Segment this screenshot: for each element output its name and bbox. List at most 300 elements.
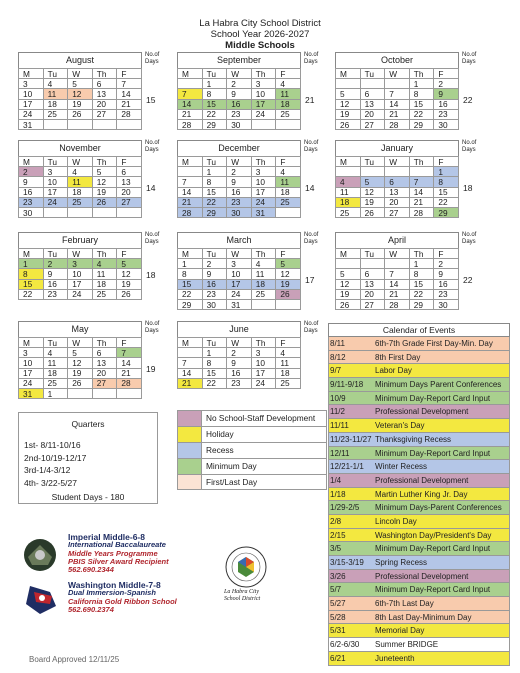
day-cell: 16 — [227, 368, 252, 378]
day-cell: 4 — [276, 79, 301, 89]
event-date: 5/27 — [330, 599, 346, 609]
weekday-header: Tu — [43, 157, 68, 167]
weekday-header: M — [19, 249, 44, 259]
month-name: November — [59, 143, 101, 153]
day-cell: 26 — [336, 119, 361, 129]
weekday-header: W — [68, 157, 93, 167]
day-cell: 5 — [336, 269, 361, 279]
day-cell: 4 — [276, 167, 301, 177]
event-row — [328, 515, 510, 529]
day-cell: 10 — [68, 269, 93, 279]
weekday-header: Th — [251, 157, 276, 167]
day-cell: 8 — [202, 177, 227, 187]
day-cell — [336, 79, 361, 89]
event-date: 11/2 — [330, 407, 345, 417]
day-cell: 1 — [409, 79, 434, 89]
days-count: 15 — [146, 94, 156, 105]
day-cell: 11 — [276, 89, 301, 99]
day-cell: 8 — [409, 269, 434, 279]
school-phone: 562.690.2374 — [68, 604, 114, 614]
day-cell: 7 — [409, 177, 434, 187]
event-date: 3/15-3/19 — [330, 558, 364, 567]
weekday-header: W — [68, 69, 93, 79]
day-cell: 13 — [117, 177, 142, 187]
district-name: La Habra City School District — [199, 18, 321, 29]
day-cell: 9 — [43, 269, 68, 279]
event-row — [328, 392, 510, 406]
event-date: 2/8 — [330, 516, 342, 526]
day-cell: 23 — [19, 197, 44, 207]
day-cell: 31 — [19, 388, 44, 398]
day-cell: 20 — [385, 197, 410, 207]
event-text: Minimum Days Parent Conferences — [375, 380, 502, 390]
day-cell: 22 — [409, 109, 434, 119]
weekday-header: Tu — [43, 338, 68, 348]
day-cell: 4 — [92, 259, 117, 269]
day-cell: 13 — [360, 279, 385, 289]
day-cell: 30 — [227, 119, 252, 129]
event-row — [328, 542, 510, 556]
day-cell: 9 — [202, 269, 227, 279]
month-february — [18, 232, 168, 300]
day-cell: 23 — [434, 109, 459, 119]
day-cell: 30 — [227, 207, 252, 217]
day-cell: 17 — [19, 368, 44, 378]
day-cell: 14 — [385, 279, 410, 289]
event-row — [328, 364, 510, 378]
day-cell: 25 — [251, 289, 276, 299]
day-cell: 17 — [43, 187, 68, 197]
day-cell: 21 — [178, 197, 203, 207]
event-row — [328, 419, 510, 433]
day-cell — [178, 348, 203, 358]
quarter-2: 2nd-10/19-12/17 — [24, 452, 87, 463]
legend-row — [177, 410, 327, 426]
day-cell — [385, 167, 410, 177]
day-cell: 18 — [276, 99, 301, 109]
day-cell: 8 — [178, 269, 203, 279]
day-cell: 8 — [202, 358, 227, 368]
day-cell: 4 — [251, 259, 276, 269]
day-cell: 22 — [202, 109, 227, 119]
days-header: No.of Days — [145, 232, 160, 245]
day-cell: 28 — [409, 207, 434, 217]
weekday-header: F — [117, 69, 142, 79]
day-cell: 27 — [360, 119, 385, 129]
day-cell: 2 — [434, 259, 459, 269]
day-cell: 20 — [360, 289, 385, 299]
day-cell: 9 — [434, 269, 459, 279]
day-cell — [68, 207, 93, 217]
day-cell: 22 — [434, 197, 459, 207]
event-date: 6/21 — [330, 653, 346, 663]
days-count: 14 — [305, 182, 315, 193]
event-row — [328, 460, 510, 474]
day-cell: 27 — [92, 109, 117, 119]
day-cell: 16 — [19, 187, 44, 197]
event-date: 2/15 — [330, 530, 346, 540]
event-date: 1/4 — [330, 475, 342, 485]
day-cell — [117, 207, 142, 217]
weekday-header: Th — [409, 249, 434, 259]
weekday-header: F — [276, 338, 301, 348]
weekday-header: F — [117, 157, 142, 167]
event-row — [328, 583, 510, 597]
day-cell: 17 — [251, 187, 276, 197]
day-cell — [360, 259, 385, 269]
day-cell: 29 — [409, 299, 434, 309]
day-cell: 25 — [276, 109, 301, 119]
day-cell: 24 — [251, 197, 276, 207]
event-row — [328, 611, 510, 625]
weekday-header: Tu — [202, 157, 227, 167]
event-text: 6th-7th Last Day — [375, 599, 434, 609]
weekday-header: Tu — [360, 69, 385, 79]
day-cell: 2 — [227, 348, 252, 358]
day-cell: 12 — [68, 358, 93, 368]
day-cell: 28 — [117, 378, 142, 388]
days-count: 19 — [146, 363, 156, 374]
day-cell: 12 — [117, 269, 142, 279]
event-row — [328, 597, 510, 611]
weekday-header: M — [19, 69, 44, 79]
days-header: No.of Days — [304, 140, 319, 153]
event-date: 12/11 — [330, 448, 350, 458]
day-cell: 11 — [251, 269, 276, 279]
event-row — [328, 378, 510, 392]
event-text: Winter Recess — [375, 462, 428, 472]
day-cell: 4 — [43, 79, 68, 89]
school-line: Middle Years Programme — [68, 548, 158, 558]
weekday-header: Tu — [360, 249, 385, 259]
day-cell: 8 — [409, 89, 434, 99]
day-cell: 26 — [117, 289, 142, 299]
day-cell: 5 — [68, 348, 93, 358]
day-cell: 6 — [117, 167, 142, 177]
day-cell: 25 — [43, 378, 68, 388]
quarters-title: Quarters — [71, 419, 105, 429]
weekday-header: Tu — [202, 338, 227, 348]
school-name: Washington Middle-7-8 — [68, 580, 161, 590]
day-cell: 16 — [43, 279, 68, 289]
day-cell — [117, 388, 142, 398]
event-text: 8th First Day — [375, 352, 421, 362]
day-cell: 20 — [92, 99, 117, 109]
weekday-header: F — [434, 249, 459, 259]
day-cell: 10 — [19, 89, 44, 99]
day-cell — [360, 167, 385, 177]
weekday-header: Tu — [202, 69, 227, 79]
day-cell: 11 — [92, 269, 117, 279]
washington-logo — [20, 578, 62, 620]
event-row — [328, 488, 510, 502]
day-cell: 15 — [409, 99, 434, 109]
days-header: No.of Days — [462, 140, 477, 153]
day-cell: 24 — [251, 378, 276, 388]
day-cell: 6 — [385, 177, 410, 187]
day-cell: 21 — [385, 289, 410, 299]
day-cell: 3 — [19, 348, 44, 358]
day-cell: 9 — [227, 177, 252, 187]
day-cell: 4 — [276, 348, 301, 358]
student-days: Student Days - 180 — [51, 492, 125, 502]
day-cell: 29 — [202, 119, 227, 129]
day-cell: 12 — [336, 279, 361, 289]
legend-swatch — [178, 411, 201, 426]
weekday-header: Th — [92, 338, 117, 348]
month-january — [335, 140, 485, 218]
day-cell: 25 — [43, 109, 68, 119]
month-april — [335, 232, 485, 310]
weekday-header: M — [19, 157, 44, 167]
day-cell: 5 — [68, 79, 93, 89]
event-text: Memorial Day — [375, 626, 425, 636]
event-date: 1/18 — [330, 489, 346, 499]
legend-row — [177, 442, 327, 458]
month-name: March — [226, 235, 252, 245]
day-cell: 23 — [227, 109, 252, 119]
day-cell: 21 — [117, 368, 142, 378]
month-name: January — [380, 143, 414, 153]
day-cell: 19 — [360, 197, 385, 207]
event-text: Minimum Day-Report Card Input — [375, 585, 491, 595]
month-name: May — [71, 324, 89, 334]
event-text: Veteran's Day — [375, 421, 425, 431]
day-cell: 26 — [68, 109, 93, 119]
month-october — [335, 52, 485, 130]
day-cell: 9 — [434, 89, 459, 99]
event-text: Minimum Day-Report Card Input — [375, 544, 491, 554]
event-text: Minimum Days-Parent Conferences — [375, 503, 502, 513]
days-header: No.of Days — [145, 140, 160, 153]
day-cell: 27 — [360, 299, 385, 309]
weekday-header: W — [385, 249, 410, 259]
weekday-header: W — [385, 157, 410, 167]
quarters-box — [18, 412, 158, 504]
days-header: No.of Days — [304, 232, 319, 245]
day-cell: 8 — [19, 269, 44, 279]
day-cell: 18 — [43, 368, 68, 378]
event-row — [328, 638, 510, 652]
month-march — [177, 232, 327, 310]
day-cell: 18 — [43, 99, 68, 109]
day-cell: 14 — [178, 187, 203, 197]
event-row — [328, 529, 510, 543]
month-name: December — [218, 143, 260, 153]
day-cell: 12 — [360, 187, 385, 197]
event-text: Minimum Day-Report Card Input — [375, 448, 491, 458]
weekday-header: F — [276, 249, 301, 259]
day-cell: 26 — [92, 197, 117, 207]
events-title: Calendar of Events — [328, 323, 510, 337]
day-cell: 18 — [68, 187, 93, 197]
day-cell: 2 — [434, 79, 459, 89]
weekday-header: M — [336, 157, 361, 167]
day-cell: 28 — [385, 119, 410, 129]
legend-label: No School-Staff Development — [201, 411, 326, 426]
event-row — [328, 652, 510, 666]
month-name: June — [229, 324, 249, 334]
day-cell: 5 — [92, 167, 117, 177]
day-cell: 18 — [92, 279, 117, 289]
event-row — [328, 570, 510, 584]
day-cell: 19 — [68, 368, 93, 378]
event-row — [328, 351, 510, 365]
legend-row — [177, 458, 327, 474]
day-cell: 29 — [202, 207, 227, 217]
day-cell: 27 — [117, 197, 142, 207]
day-cell: 9 — [227, 89, 252, 99]
days-header: No.of Days — [304, 52, 319, 65]
weekday-header: Tu — [360, 157, 385, 167]
weekday-header: F — [117, 249, 142, 259]
day-cell: 25 — [92, 289, 117, 299]
day-cell: 27 — [385, 207, 410, 217]
event-date: 5/31 — [330, 626, 346, 636]
day-cell: 26 — [360, 207, 385, 217]
day-cell: 23 — [227, 378, 252, 388]
weekday-header: W — [68, 338, 93, 348]
day-cell: 3 — [251, 79, 276, 89]
event-date: 11/11 — [330, 421, 349, 431]
event-text: 6th-7th Grade First Day-Min. Day — [375, 339, 493, 348]
legend-label: Recess — [201, 443, 326, 458]
event-date: 5/28 — [330, 612, 346, 622]
color-legend — [177, 410, 327, 490]
event-date: 11/23-11/27 — [330, 434, 372, 444]
day-cell: 7 — [178, 358, 203, 368]
days-header: No.of Days — [145, 321, 160, 334]
day-cell: 29 — [178, 299, 203, 309]
day-cell: 23 — [434, 289, 459, 299]
day-cell: 31 — [19, 119, 44, 129]
day-cell: 28 — [178, 207, 203, 217]
district-logo-line: School District — [224, 596, 261, 602]
day-cell — [276, 207, 301, 217]
weekday-header: Th — [92, 157, 117, 167]
weekday-header: Th — [409, 157, 434, 167]
day-cell: 19 — [68, 99, 93, 109]
day-cell: 2 — [43, 259, 68, 269]
legend-swatch — [178, 427, 201, 442]
event-text: Juneteenth — [375, 653, 415, 663]
day-cell: 21 — [117, 99, 142, 109]
weekday-header: M — [336, 69, 361, 79]
event-row — [328, 474, 510, 488]
legend-swatch — [178, 459, 201, 474]
day-cell: 28 — [117, 109, 142, 119]
day-cell — [336, 259, 361, 269]
day-cell: 7 — [385, 269, 410, 279]
day-cell: 1 — [202, 348, 227, 358]
day-cell: 18 — [251, 279, 276, 289]
day-cell: 10 — [251, 177, 276, 187]
legend-swatch — [178, 443, 201, 458]
day-cell: 1 — [43, 388, 68, 398]
day-cell: 13 — [360, 99, 385, 109]
day-cell: 17 — [19, 99, 44, 109]
day-cell: 1 — [19, 259, 44, 269]
days-count: 22 — [463, 274, 473, 285]
event-date: 3/5 — [330, 544, 342, 554]
day-cell: 15 — [202, 99, 227, 109]
day-cell: 25 — [336, 207, 361, 217]
school-line: California Gold Ribbon School — [68, 596, 177, 606]
day-cell: 12 — [336, 99, 361, 109]
weekday-header: Th — [409, 69, 434, 79]
event-date: 9/11-9/18 — [330, 380, 364, 390]
day-cell: 15 — [409, 279, 434, 289]
day-cell: 10 — [251, 89, 276, 99]
day-cell: 11 — [68, 177, 93, 187]
event-row — [328, 433, 510, 447]
day-cell: 2 — [19, 167, 44, 177]
day-cell: 3 — [43, 167, 68, 177]
day-cell: 1 — [202, 79, 227, 89]
day-cell: 24 — [43, 197, 68, 207]
day-cell: 22 — [19, 289, 44, 299]
days-header: No.of Days — [304, 321, 319, 334]
day-cell: 14 — [385, 99, 410, 109]
calendar-of-events — [328, 323, 510, 666]
event-text: Summer BRIDGE — [375, 640, 439, 650]
days-count: 21 — [305, 94, 315, 105]
day-cell — [385, 79, 410, 89]
month-november — [18, 140, 168, 218]
district-logo-text — [224, 589, 274, 603]
day-cell: 10 — [227, 269, 252, 279]
day-cell: 14 — [117, 89, 142, 99]
day-cell — [276, 299, 301, 309]
day-cell: 16 — [227, 187, 252, 197]
event-row — [328, 624, 510, 638]
day-cell: 1 — [434, 167, 459, 177]
days-count: 18 — [146, 269, 156, 280]
day-cell: 30 — [19, 207, 44, 217]
weekday-header: W — [227, 249, 252, 259]
day-cell: 28 — [385, 299, 410, 309]
month-name: April — [387, 235, 406, 245]
day-cell: 8 — [202, 89, 227, 99]
day-cell: 6 — [92, 79, 117, 89]
day-cell: 30 — [434, 299, 459, 309]
legend-row — [177, 474, 327, 490]
day-cell — [251, 119, 276, 129]
weekday-header: M — [178, 157, 203, 167]
day-cell — [178, 167, 203, 177]
day-cell: 2 — [227, 79, 252, 89]
days-count: 22 — [463, 94, 473, 105]
month-september — [177, 52, 327, 130]
day-cell: 22 — [202, 197, 227, 207]
day-cell: 11 — [276, 358, 301, 368]
weekday-header: F — [434, 69, 459, 79]
day-cell: 13 — [92, 89, 117, 99]
weekday-header: F — [276, 157, 301, 167]
day-cell: 14 — [178, 368, 203, 378]
day-cell: 30 — [202, 299, 227, 309]
quarter-3: 3rd-1/4-3/12 — [24, 465, 71, 475]
day-cell: 3 — [251, 167, 276, 177]
school-year: School Year 2026-2027 — [210, 29, 310, 40]
day-cell: 26 — [68, 378, 93, 388]
day-cell: 22 — [178, 289, 203, 299]
day-cell: 9 — [227, 358, 252, 368]
day-cell: 10 — [251, 358, 276, 368]
page-header — [0, 18, 520, 51]
weekday-header: F — [276, 69, 301, 79]
event-date: 5/7 — [330, 585, 342, 595]
